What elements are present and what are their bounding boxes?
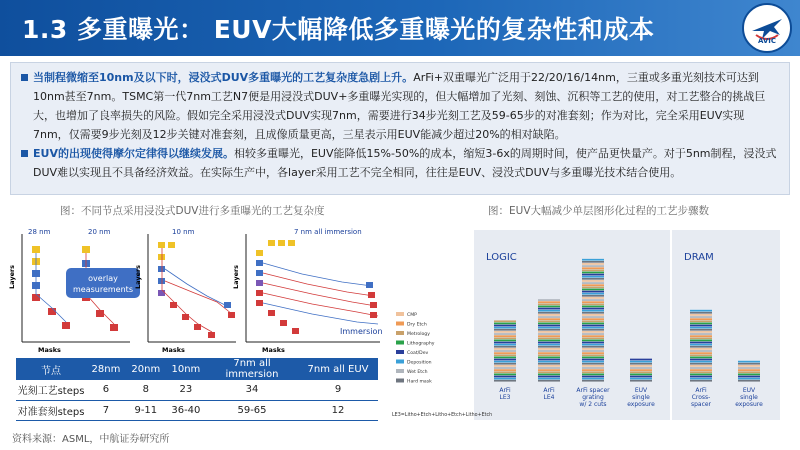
logic-panel-label: LOGIC <box>486 252 517 263</box>
bar-segment <box>538 380 560 382</box>
bar-segment <box>494 331 516 333</box>
bar-segment <box>690 329 712 331</box>
panel-7nm-immersion <box>232 228 383 354</box>
bar-segment <box>690 371 712 373</box>
bar-segment <box>690 367 712 369</box>
bar-segment <box>738 363 760 365</box>
bar-segment <box>582 316 604 318</box>
bar-segment <box>538 333 560 335</box>
bar-segment <box>690 369 712 371</box>
bar-segment <box>738 380 760 382</box>
bar-segment <box>738 376 760 378</box>
bar-segment <box>582 295 604 297</box>
left-figure-caption: 图：不同节点采用浸没式DUV进行多重曝光的工艺复杂度 <box>60 205 325 217</box>
bar-segment <box>582 291 604 293</box>
legend-swatch <box>396 322 404 326</box>
svg-text:Masks: Masks <box>262 346 285 354</box>
bar-segment <box>494 369 516 371</box>
bar-segment <box>738 369 760 371</box>
panel-10nm <box>134 228 236 354</box>
svg-text:Layers: Layers <box>232 264 240 289</box>
measurements-label: measurements <box>73 285 133 294</box>
bar-segment <box>582 344 604 346</box>
bar-segment <box>538 310 560 312</box>
paragraph-2-highlight: EUV的出现使得摩尔定律得以继续发展。 <box>33 147 234 160</box>
bar-segment <box>582 278 604 280</box>
bar-segment <box>690 310 712 312</box>
bar-segment <box>494 344 516 346</box>
bar-segment <box>494 352 516 354</box>
table-cell: 光刻工艺steps <box>16 380 86 400</box>
table-header-cell: 节点 <box>16 358 86 380</box>
bar-segment <box>690 331 712 333</box>
bar-category-label: spacer <box>690 401 712 408</box>
table-header-cell: 7nm all immersion <box>206 358 298 380</box>
table-cell: 12 <box>298 400 378 420</box>
bar-segment <box>690 314 712 316</box>
bar-segment <box>582 348 604 350</box>
bar-segment <box>582 261 604 263</box>
bar-segment <box>494 335 516 337</box>
bar-segment <box>738 374 760 376</box>
bar-segment <box>538 340 560 342</box>
bar-segment <box>494 378 516 380</box>
bar-segment <box>494 374 516 376</box>
bar-segment <box>630 380 652 382</box>
bar-segment <box>582 371 604 373</box>
bar-segment <box>582 352 604 354</box>
bar-segment <box>538 299 560 301</box>
bar-category-label: w/ 2 cuts <box>579 401 607 408</box>
bar-segment <box>582 272 604 274</box>
bar-segment <box>690 342 712 344</box>
legend-label: Deposition <box>407 360 432 366</box>
page-title: 1.3 多重曝光： EUV大幅降低多重曝光的复杂性和成本 <box>22 15 655 44</box>
bar-segment <box>582 276 604 278</box>
bar-segment <box>582 374 604 376</box>
bar-category-label: exposure <box>735 401 763 408</box>
legend-label: Wet Etch <box>407 370 428 375</box>
table-header-row <box>16 358 378 380</box>
bar-segment <box>538 303 560 305</box>
bar-segment <box>630 374 652 376</box>
bar-segment <box>538 350 560 352</box>
legend-swatch <box>396 360 404 364</box>
legend-swatch <box>396 379 404 383</box>
bar-segment <box>690 363 712 365</box>
bar-segment <box>538 363 560 365</box>
legend-label: Dry Etch <box>407 322 427 328</box>
bar-category-label: ArFi <box>499 387 511 394</box>
avic-logo <box>742 3 792 53</box>
node-label-7nm: 7 nm all immersion <box>294 228 362 236</box>
table-cell: 59-65 <box>206 400 298 420</box>
overlay-measurements-callout <box>66 268 140 298</box>
bullet-square-icon <box>21 74 28 81</box>
bar-segment <box>582 318 604 320</box>
bar-segment <box>538 361 560 363</box>
bar-segment <box>494 323 516 325</box>
bar-segment <box>738 367 760 369</box>
bar-segment <box>690 333 712 335</box>
bar-segment <box>690 376 712 378</box>
table-cell: 36-40 <box>166 400 206 420</box>
bar-category-label: LE3 <box>499 394 511 401</box>
bar-segment <box>582 325 604 327</box>
bar-segment <box>538 367 560 369</box>
bar-segment <box>582 280 604 282</box>
bar-segment <box>538 374 560 376</box>
bar-segment <box>538 323 560 325</box>
bar-segment <box>630 367 652 369</box>
bar-category-label: single <box>632 394 650 401</box>
title-bar <box>0 0 800 56</box>
bar-segment <box>582 269 604 271</box>
table-header-cell: 7nm all EUV <box>298 358 378 380</box>
legend-swatch <box>396 312 404 316</box>
legend-swatch <box>396 369 404 373</box>
bar-category-label: ArFi spacer <box>576 387 610 394</box>
table-cell: 23 <box>166 380 206 400</box>
bar-segment <box>494 346 516 348</box>
bar-segment <box>690 344 712 346</box>
bar-segment <box>630 365 652 367</box>
bar-segment <box>494 320 516 322</box>
bar-segment <box>690 320 712 322</box>
bar-segment <box>582 350 604 352</box>
bar-segment <box>690 354 712 356</box>
bar-segment <box>582 333 604 335</box>
bar-segment <box>538 316 560 318</box>
bar-segment <box>690 327 712 329</box>
bar-segment <box>690 365 712 367</box>
le3-footnote: LE3=Litho+Etch+Litho+Etch+Litho+Etch <box>392 413 493 418</box>
right-figure-caption: 图：EUV大幅减少单层图形化过程的工艺步骤数 <box>488 205 710 217</box>
bar-segment <box>538 325 560 327</box>
bar-category-label: exposure <box>627 401 655 408</box>
summary-paragraph-1 <box>21 68 779 144</box>
bar-segment <box>582 267 604 269</box>
bar-segment <box>582 369 604 371</box>
bar-segment <box>690 346 712 348</box>
axis-x-label: Masks <box>38 346 61 354</box>
svg-text:Masks: Masks <box>162 346 185 354</box>
bar-segment <box>494 348 516 350</box>
bar-segment <box>538 365 560 367</box>
bar-segment <box>738 365 760 367</box>
paragraph-2-text: 相较多重曝光，EUV能降低15%-50%的成本，缩短3-6x的周期时间，使产品更快量产。对于5nm制程，浸没式DUV难以实现且不具备经济效益。在实际生产中，各layer采用工艺不完全相同，往往是EUV、浸没式DUV与多重曝光技术结合使用。 <box>33 147 777 179</box>
bar-segment <box>538 376 560 378</box>
bar-segment <box>582 299 604 301</box>
table-cell: 7 <box>86 400 126 420</box>
legend-label: Coat/Dev <box>407 351 429 356</box>
bar-segment <box>582 263 604 265</box>
bar-segment <box>494 340 516 342</box>
legend-label: Lithography <box>407 341 435 347</box>
source-note: 资料来源：ASML，中航证券研究所 <box>12 434 170 445</box>
bar-segment <box>582 327 604 329</box>
bar-segment <box>538 357 560 359</box>
bar-category-label: ArFi <box>695 387 707 394</box>
bar-segment <box>494 363 516 365</box>
bar-segment <box>538 352 560 354</box>
dram-panel-label: DRAM <box>684 252 714 263</box>
bar-segment <box>630 359 652 361</box>
legend-label: Metrology <box>407 332 430 337</box>
bar-segment <box>582 367 604 369</box>
bar-segment <box>494 354 516 356</box>
bar-segment <box>690 337 712 339</box>
legend-swatch <box>396 341 404 345</box>
bar-segment <box>582 357 604 359</box>
bar-segment <box>494 367 516 369</box>
bar-segment <box>582 380 604 382</box>
bullet-square-icon <box>21 150 28 157</box>
bar-segment <box>582 314 604 316</box>
bar-category-label: LE4 <box>543 394 555 401</box>
bar-segment <box>582 274 604 276</box>
bar-segment <box>538 342 560 344</box>
svg-text:Layers: Layers <box>134 264 142 289</box>
bar-segment <box>582 342 604 344</box>
bar-segment <box>690 323 712 325</box>
bar-segment <box>494 337 516 339</box>
bar-segment <box>582 323 604 325</box>
logo-text: AVIC <box>757 37 777 45</box>
bar-segment <box>494 361 516 363</box>
bar-segment <box>538 346 560 348</box>
bar-segment <box>538 348 560 350</box>
bar-segment <box>582 312 604 314</box>
bar-segment <box>582 286 604 288</box>
bar-segment <box>582 282 604 284</box>
bar-segment <box>538 369 560 371</box>
bar-segment <box>538 318 560 320</box>
table-cell: 9 <box>298 380 378 400</box>
bar-segment <box>738 361 760 363</box>
legend-label: CMP <box>407 313 417 318</box>
bar-segment <box>690 350 712 352</box>
bar-segment <box>582 306 604 308</box>
bar-segment <box>582 378 604 380</box>
bar-segment <box>538 329 560 331</box>
legend-swatch <box>396 331 404 335</box>
bar-segment <box>538 327 560 329</box>
bar-segment <box>582 365 604 367</box>
table-row <box>16 400 378 420</box>
bar-category-label: Cross- <box>691 394 711 401</box>
bar-segment <box>582 359 604 361</box>
bar-segment <box>582 320 604 322</box>
bar-segment <box>494 333 516 335</box>
bar-segment <box>582 329 604 331</box>
bar-segment <box>582 335 604 337</box>
legend-label: Hard mask <box>407 379 432 385</box>
bar-segment <box>494 350 516 352</box>
bar-segment <box>582 303 604 305</box>
bar-segment <box>538 314 560 316</box>
bar-segment <box>630 371 652 373</box>
bar-segment <box>690 312 712 314</box>
bar-segment <box>690 348 712 350</box>
table-header-cell: 20nm <box>126 358 166 380</box>
bar-segment <box>494 342 516 344</box>
bar-segment <box>690 359 712 361</box>
node-label-10nm: 10 nm <box>172 228 195 236</box>
bar-segment <box>494 376 516 378</box>
bar-segment <box>538 337 560 339</box>
bar-segment <box>582 265 604 267</box>
bar-segment <box>582 331 604 333</box>
bar-segment <box>582 259 604 261</box>
bar-segment <box>538 344 560 346</box>
bar-segment <box>494 357 516 359</box>
bar-segment <box>538 306 560 308</box>
bar-category-label: ArFi <box>543 387 555 394</box>
bar-segment <box>582 301 604 303</box>
bar-segment <box>738 378 760 380</box>
table-header-cell: 28nm <box>86 358 126 380</box>
bar-segment <box>690 374 712 376</box>
bar-segment <box>690 357 712 359</box>
bar-segment <box>582 297 604 299</box>
summary-box <box>10 62 790 195</box>
bar-segment <box>630 369 652 371</box>
bar-segment <box>630 378 652 380</box>
bar-segment <box>582 363 604 365</box>
process-legend <box>396 312 435 385</box>
table-cell: 8 <box>126 380 166 400</box>
bar-category-label: EUV <box>742 387 756 394</box>
bar-segment <box>538 301 560 303</box>
bar-segment <box>538 320 560 322</box>
bar-segment <box>690 340 712 342</box>
bar-segment <box>494 371 516 373</box>
bar-segment <box>494 329 516 331</box>
bar-segment <box>494 327 516 329</box>
process-steps-figure <box>390 230 790 420</box>
multipatterning-complexity-diagram <box>8 224 384 356</box>
table-header-cell: 10nm <box>166 358 206 380</box>
bar-segment <box>582 361 604 363</box>
node-label-28nm: 28 nm <box>28 228 51 236</box>
bar-category-label: single <box>740 394 758 401</box>
bar-segment <box>690 316 712 318</box>
bar-segment <box>690 361 712 363</box>
bar-segment <box>538 335 560 337</box>
bar-segment <box>690 380 712 382</box>
overlay-label: overlay <box>88 274 118 283</box>
bar-category-label: grating <box>582 394 604 401</box>
bar-segment <box>494 359 516 361</box>
bar-segment <box>538 331 560 333</box>
bar-segment <box>738 371 760 373</box>
bar-segment <box>582 354 604 356</box>
bar-segment <box>630 376 652 378</box>
paragraph-1-highlight: 当制程微缩至10nm及以下时，浸没式DUV多重曝光的工艺复杂度急剧上升。 <box>33 71 414 84</box>
bar-category-label: EUV <box>634 387 648 394</box>
bar-segment <box>582 310 604 312</box>
bar-segment <box>538 354 560 356</box>
bar-segment <box>690 335 712 337</box>
table-row <box>16 380 378 400</box>
bar-segment <box>582 284 604 286</box>
immersion-label: Immersion <box>340 327 383 336</box>
steps-comparison-table <box>16 358 378 421</box>
paragraph-1-text: ArFi+双重曝光广泛用于22/20/16/14nm，三重或多重光刻技术可达到10nm甚至7nm。TSMC第一代7nm工艺N7便是用浸没式DUV+多重曝光实现的，但大幅增加了光刻、刻蚀、沉积等工艺的使用，对工艺整合的挑战巨大，也增加了良率损失的风险。假如完全采用浸没式DUV实现7nm，需要进行34步光刻工艺及59-65步的对准套刻；作为对比，完全采用EUV实现7nm，仅需要9步光刻及12步关键对准套刻，且成像质量更高，三星表示用EUV能减少超过20%的相对缺陷。 <box>33 71 766 141</box>
bar-segment <box>538 371 560 373</box>
bar-segment <box>494 325 516 327</box>
bar-segment <box>690 378 712 380</box>
bar-segment <box>630 361 652 363</box>
table-cell: 9-11 <box>126 400 166 420</box>
bar-segment <box>630 363 652 365</box>
table-cell: 34 <box>206 380 298 400</box>
bar-segment <box>582 337 604 339</box>
bar-segment <box>582 340 604 342</box>
bar-segment <box>538 378 560 380</box>
axis-y-label: Layers <box>8 264 16 289</box>
node-label-20nm: 20 nm <box>88 228 111 236</box>
bar-segment <box>538 359 560 361</box>
bar-segment <box>582 293 604 295</box>
bar-segment <box>582 346 604 348</box>
bar-segment <box>538 312 560 314</box>
legend-swatch <box>396 350 404 354</box>
bar-segment <box>494 365 516 367</box>
bar-segment <box>690 325 712 327</box>
summary-paragraph-2 <box>21 144 779 182</box>
bar-segment <box>538 308 560 310</box>
table-cell: 对准套刻steps <box>16 400 86 420</box>
bar-segment <box>690 352 712 354</box>
bar-segment <box>690 318 712 320</box>
table-cell: 6 <box>86 380 126 400</box>
bar-segment <box>582 289 604 291</box>
bar-segment <box>582 308 604 310</box>
bar-segment <box>494 380 516 382</box>
bar-segment <box>582 376 604 378</box>
